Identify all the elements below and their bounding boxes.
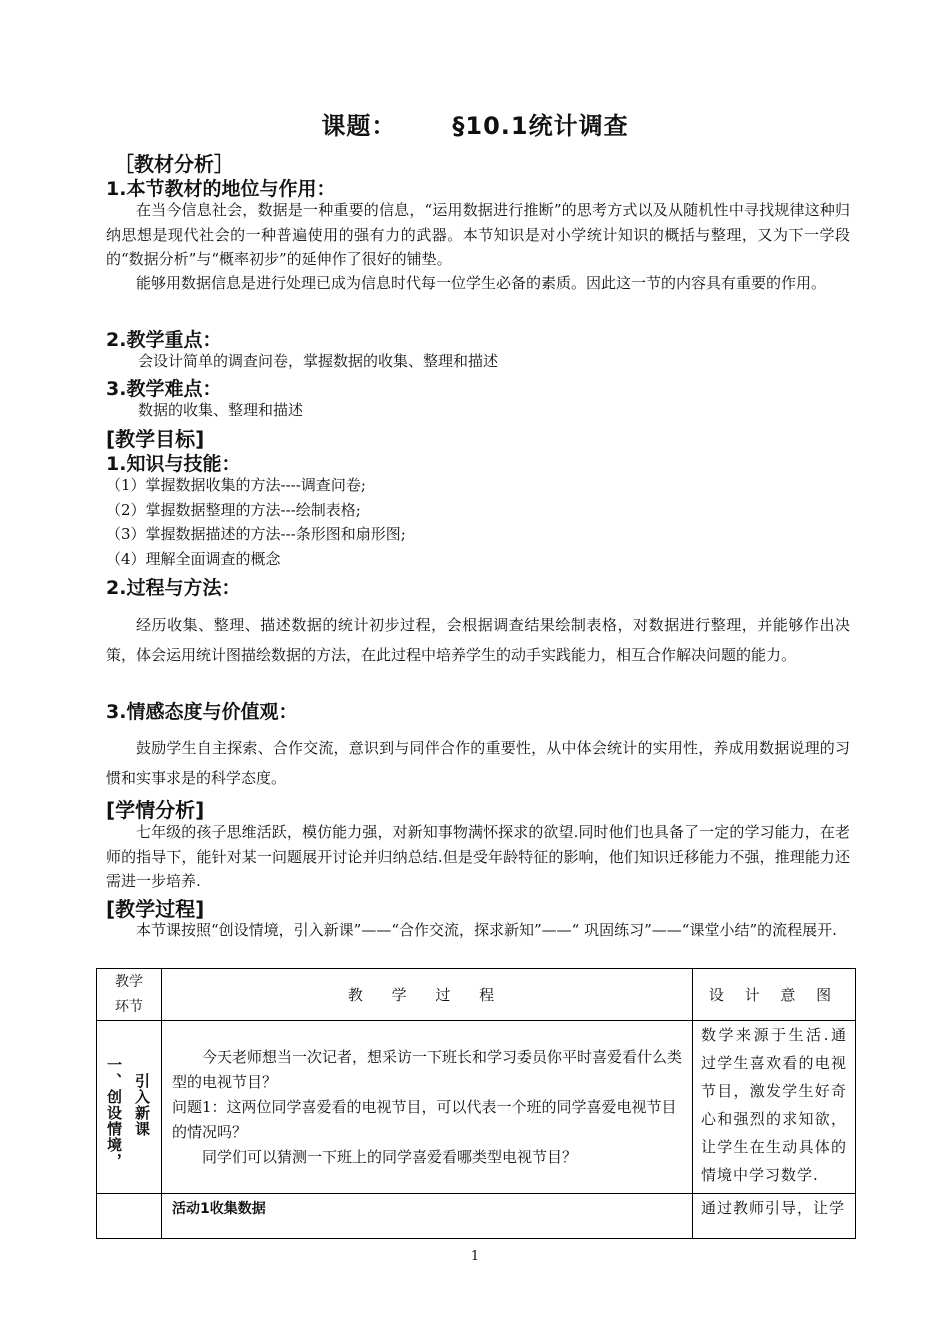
- header-process: 教 学 过 程: [162, 969, 693, 1021]
- heading-knowledge-skills: 1.知识与技能：: [106, 453, 241, 475]
- goal-item: （3）掌握数据描述的方法---条形图和扇形图;: [106, 525, 406, 543]
- process-cell: [162, 1021, 693, 1194]
- section-teaching-goals: [教学目标]: [106, 427, 205, 451]
- goal-item: （2）掌握数据整理的方法---绘制表格;: [106, 501, 361, 519]
- activity-cell: 活动1收集数据: [162, 1194, 693, 1239]
- header-stage: 教学环节: [97, 969, 162, 1021]
- process-intro-text: 本节课按照“创设情境，引入新课”——“合作交流，探求新知”——“ 巩固练习”——“课堂小结”的流程展开.: [136, 921, 837, 939]
- heading-key-points: 2.教学重点：: [106, 329, 222, 351]
- paragraph-ability: 能够用数据信息是进行处理已成为信息时代每一位学生必备的素质。因此这一节的内容具有重要的作用。: [136, 274, 827, 292]
- key-points-text: 会设计简单的调查问卷，掌握数据的收集、整理和描述: [138, 352, 499, 370]
- intent-cell: 数学来源于生活.通过学生喜欢看的电视节目，激发学生好奇心和强烈的求知欲，让学生在生动具体的情境中学习数学.: [693, 1021, 856, 1194]
- page-number: 1: [470, 1249, 480, 1264]
- goal-item: （4）理解全面调查的概念: [106, 550, 281, 568]
- teaching-process-table: [96, 968, 856, 1239]
- stage-cell: [97, 1021, 162, 1194]
- stage-label-b: 引入新课: [133, 1073, 151, 1137]
- stage-label-a: 一、创设情境，: [105, 1057, 123, 1169]
- heading-attitude-values: 3.情感态度与价值观：: [106, 701, 298, 723]
- section-material-analysis: ［教材分析］: [114, 152, 234, 176]
- section-student-analysis: [学情分析]: [106, 798, 205, 822]
- table-row: [97, 1021, 856, 1194]
- table-row: [97, 1194, 856, 1239]
- process-line: 今天老师想当一次记者，想采访一下班长和学习委员你平时喜爱看什么类型的电视节目？: [172, 1047, 683, 1091]
- process-line: 同学们可以猜测一下班上的同学喜爱看哪类型电视节目？: [202, 1147, 578, 1166]
- lesson-title: [0, 106, 950, 141]
- title-label: 课题：: [321, 112, 397, 140]
- header-intent: 设 计 意 图: [693, 969, 856, 1021]
- heading-difficulties: 3.教学难点：: [106, 378, 222, 400]
- section-teaching-process: [教学过程]: [106, 897, 205, 921]
- process-line: 问题1：这两位同学喜爱看的电视节目，可以代表一个班的同学喜爱电视节目的情况吗？: [172, 1097, 677, 1141]
- student-analysis-text: 七年级的孩子思维活跃，模仿能力强，对新知事物满怀探求的欲望.同时他们也具备了一定的学习能力，在老师的指导下，能针对某一问题展开讨论并归纳总结.但是受年龄特征的影响，他们知识迁移能力不强，推理能力还需进一步培养.: [106, 823, 850, 890]
- paragraph-status: 在当今信息社会，数据是一种重要的信息，“运用数据进行推断”的思考方式以及从随机性中寻找规律这种归纳思想是现代社会的一种普遍使用的强有力的武器。本节知识是对小学统计知识的概括与整理，又为下一学段的“数据分析”与“概率初步”的延伸作了很好的铺垫。: [106, 201, 850, 268]
- process-method-text: 经历收集、整理、描述数据的统计初步过程，会根据调查结果绘制表格，对数据进行整理，并能够作出决策，体会运用统计图描绘数据的方法，在此过程中培养学生的动手实践能力，相互合作解决问题的能力。: [106, 616, 850, 664]
- table-header-row: [97, 969, 856, 1021]
- title-topic: §10.1统计调查: [452, 112, 629, 140]
- attitude-values-text: 鼓励学生自主探索、合作交流，意识到与同伴合作的重要性，从中体会统计的实用性，养成用数据说理的习惯和实事求是的科学态度。: [106, 739, 850, 787]
- stage-cell: [97, 1194, 162, 1239]
- intent-cell: 通过教师引导，让学: [693, 1194, 856, 1239]
- difficulties-text: 数据的收集、整理和描述: [138, 401, 304, 419]
- heading-status-role: 1.本节教材的地位与作用：: [106, 178, 336, 200]
- heading-process-method: 2.过程与方法：: [106, 577, 241, 599]
- goal-item: （1）掌握数据收集的方法----调查问卷;: [106, 476, 366, 494]
